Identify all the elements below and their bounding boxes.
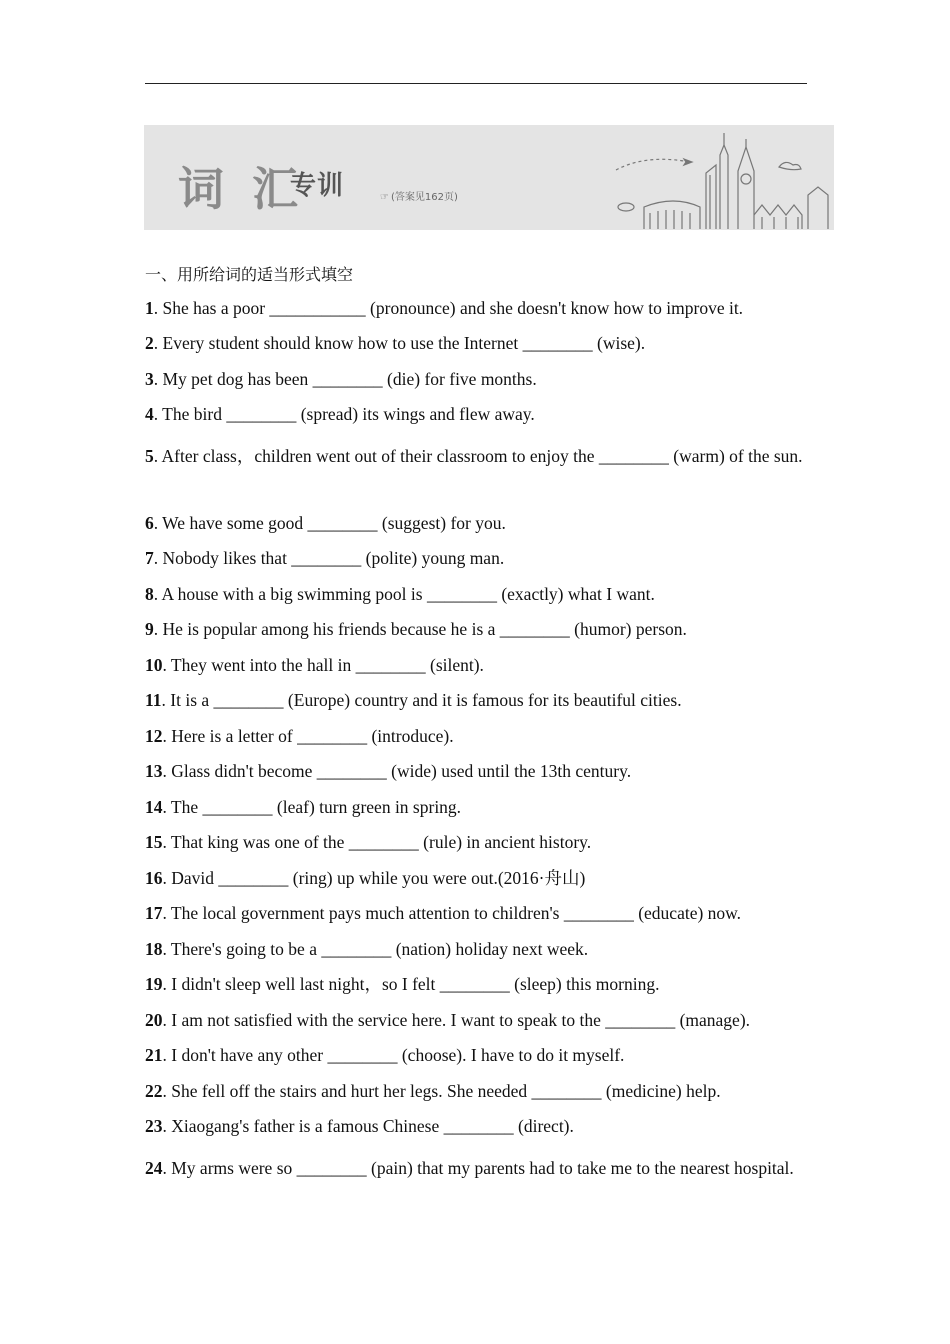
question-number: 1 [145,298,154,318]
question-item [145,1079,806,1103]
question-number: 23 [145,1116,163,1136]
question-number: 19 [145,974,163,994]
question-text: . The bird ________ (spread) its wings and flew away. [153,404,535,424]
question-item [145,688,806,712]
question-item [145,972,806,996]
question-item [145,402,806,426]
question-number: 17 [145,903,163,923]
question-text: . They went into the hall in ________ (silent). [162,655,484,675]
question-number: 11 [145,690,162,710]
question-item [145,653,806,677]
question-item [145,582,806,606]
question-item [145,438,825,474]
banner-answer-note [380,188,458,203]
question-number: 15 [145,832,163,852]
question-item [145,937,806,961]
question-number: 14 [145,797,163,817]
question-item [145,511,806,535]
question-number: 21 [145,1045,163,1065]
city-skyline-illustration [604,125,834,230]
question-number: 7 [145,548,154,568]
question-number: 6 [145,513,154,533]
question-text: . I didn't sleep well last night，so I felt ________ (sleep) this morning. [162,974,660,994]
question-item [145,1043,806,1067]
banner-subtitle: 专训 [290,171,345,201]
question-number: 2 [145,333,154,353]
banner-title: 词 汇 [178,162,305,216]
question-text: . Glass didn't become ________ (wide) used until the 13th century. [162,761,632,781]
question-text: . Every student should know how to use the Internet ________ (wise). [153,333,646,353]
question-item [145,546,806,570]
question-item [145,901,806,925]
question-number: 16 [145,868,163,888]
question-number: 12 [145,726,163,746]
question-number: 8 [145,584,154,604]
question-text: . She fell off the stairs and hurt her legs. She needed ________ (medicine) help. [162,1081,721,1101]
question-text: . My pet dog has been ________ (die) for five months. [153,369,537,389]
question-number: 10 [145,655,163,675]
question-number: 13 [145,761,163,781]
question-text: . David ________ (ring) up while you were out.(2016·舟山) [162,868,586,888]
question-text: . We have some good ________ (suggest) for you. [153,513,506,533]
question-item [145,866,806,890]
question-number: 20 [145,1010,163,1030]
question-item [145,830,806,854]
header-rule [145,83,807,84]
question-item [145,1008,806,1032]
question-text: . She has a poor ___________ (pronounce) and she doesn't know how to improve it. [153,298,744,318]
question-text: . That king was one of the ________ (rule) in ancient history. [162,832,592,852]
question-text: . It is a ________ (Europe) country and it is famous for its beautiful cities. [161,690,682,710]
question-item [145,296,806,320]
question-text: . I am not satisfied with the service here. I want to speak to the ________ (manage). [162,1010,751,1030]
question-number: 5 [145,446,154,466]
question-item [145,724,806,748]
question-text: . Nobody likes that ________ (polite) young man. [153,548,505,568]
section-banner [144,125,834,230]
question-item [145,759,806,783]
question-item [145,617,806,641]
question-item [145,331,806,355]
question-text: . Xiaogang's father is a famous Chinese ________ (direct). [162,1116,574,1136]
question-text: . I don't have any other ________ (choose). I have to do it myself. [162,1045,625,1065]
question-number: 22 [145,1081,163,1101]
question-text: . He is popular among his friends because he is a ________ (humor) person. [153,619,687,639]
question-text: . The local government pays much attention to children's ________ (educate) now. [162,903,742,923]
question-text: . There's going to be a ________ (nation) holiday next week. [162,939,589,959]
question-number: 18 [145,939,163,959]
question-number: 9 [145,619,154,639]
question-number: 24 [145,1158,163,1178]
question-text: . The ________ (leaf) turn green in spring. [162,797,462,817]
question-number: 4 [145,404,154,424]
question-text: . Here is a letter of ________ (introduce). [162,726,454,746]
section-heading: 一、用所给词的适当形式填空 [145,265,354,284]
question-text: . After class，children went out of their classroom to enjoy the ________ (warm) of the sun. [153,446,803,466]
question-text: . A house with a big swimming pool is ________ (exactly) what I want. [153,584,655,604]
question-number: 3 [145,369,154,389]
question-text: . My arms were so ________ (pain) that my parents had to take me to the nearest hospital. [162,1158,794,1178]
question-item [145,795,806,819]
banner-answer-note-text: (答案见162页) [390,192,458,203]
question-item [145,367,806,391]
question-item [145,1114,806,1138]
question-item [145,1150,839,1186]
pointing-hand-icon: ☞ [380,192,389,203]
